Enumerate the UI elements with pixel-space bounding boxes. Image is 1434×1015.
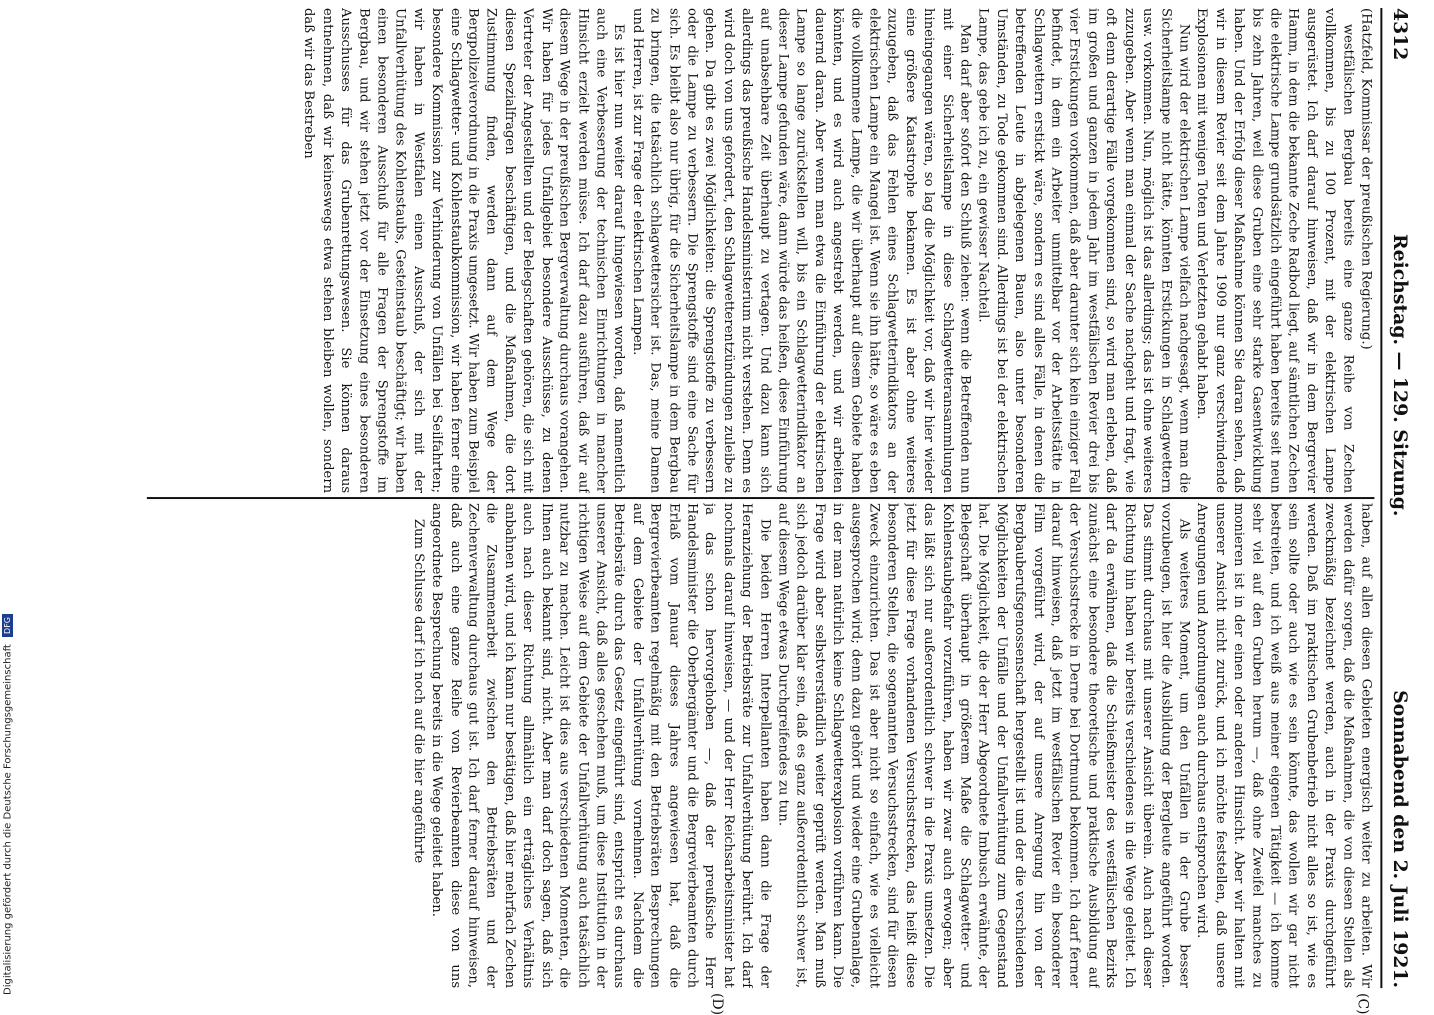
session-date: Sonnabend den 2. Juli 1921. bbox=[1389, 690, 1412, 989]
paragraph: haben, auf allen diesen Gebieten energisch weiter zu arbeiten. Wir werden dafür sorgen, daß die Maßnahmen, die von diesen Stellen als zweckmäßig bezeichnet werden, auch in der Praxis durchgeführt werden. Daß im praktischen Grubenbetrieb nicht alles so ist, wie es sein sollte oder auch wie es sein könnte, das wollen wir gar nicht bestreiten, und ich weiß aus meiner eigenen Tätigkeit — ich komme sehr viel auf den Gruben herum —, daß ohne Zweifel manches zu monieren ist in der einen oder anderen Hinsicht. Aber wir halten mit unserer Ansicht nicht zurück, und ich möchte feststellen, daß unsere Anregungen und Anordnungen auch durchaus entsprochen wird. bbox=[1194, 503, 1374, 989]
margin-letter-d: (D) bbox=[709, 993, 725, 1015]
digitization-credit bbox=[0, 0, 20, 1000]
page-number: 4312 bbox=[1389, 8, 1412, 61]
page-content bbox=[131, 8, 1418, 1015]
column-divider bbox=[147, 493, 1375, 503]
paragraph: Als weiteres Moment, um den Unfällen in der Grube besser vorzubeugen, ist hier die Ausbildung der Bergleute angeführt worden. Das stimmt durchaus mit unserer Ansicht überein. Auch nach dieser Richtung hin haben wir bereits verschiedenes in die Wege geleitet. Ich darf da erwähnen, daß die Schießmeister des westfälischen Bezirks zunächst eine besondere theoretische und praktische Ausbildung auf der Versuchsstrecke in Derne bei Dortmund bekommen. Ich darf ferner darauf hinweisen, daß jetzt im westfälischen Revier ein besonderer Film vorgeführt wird, der auf unsere Anregung hin von der Bergbauberufsgenossenschaft hergestellt ist und der die verschiedenen Möglichkeiten der Unfälle und der Unfallverhütung zum Gegenstand hat. Die Möglichkeit, die der Herr Abgeordnete Imbusch erwähnte, der Belegschaft überhaupt in größerem Maße die Schlagwetter- und Kohlenstaubgefahr vorzuführen, haben wir zwar auch erwogen; aber das läßt sich nur außerordentlich schwer in die Praxis umsetzen. Die jetzt für diese Frage vorhandenen Versuchsstrecken, das heißt diese besonderen Stellen, die sogenannten Versuchsstrecken, sind für diesen Zweck einzurichten. Das ist aber nicht so einfach, wie es vielleicht ausgesprochen wird; denn dazu gehört und wieder eine Grubenanlage, in der man natürlich keine Schlagwetterexplosion vorführen kann. Die Frage wird aber selbstverständlich weiter geprüft werden. Man muß sich jedoch darüber klar sein, daß es ganz außerordentlich schwer ist, auf diesem Wege etwas Durchgreifendes zu tun. bbox=[775, 503, 1192, 989]
paragraph: Nun wird der elektrischen Lampe vielfach nachgesagt, wenn man die Sicherheitslampe nicht hätte, könnten Erstickungen in Schlagwettern usw. vorkommen. Nun, möglich ist das allerdings; das ist ohne weiteres zuzugeben. Aber wenn man einmal der Sache nachgeht und fragt, wie oft denn derartige Fälle vorgekommen sind, so wird man erleben, daß im großen und ganzen in jedem Jahr im westfälischen Revier drei bis vier Erstickungen vorkommen, daß aber darunter sich kein einziger Fall befindet, in dem ein Arbeiter unmittelbar vor der Arbeitsstätte in Schlagwettern erstickt wäre, sondern es sind alles Fälle, in denen die betreffenden Leute in abgelegenen Bauen, also unter besonderen Umständen, zu Tode gekommen sind. Allerdings ist bei der elektrischen Lampe, das gebe ich zu, ein gewisser Nachteil. bbox=[975, 8, 1192, 494]
margin-letter-c: (C) bbox=[1354, 993, 1371, 1015]
page-title: Reichstag. — 129. Sitzung. bbox=[1389, 233, 1412, 517]
paragraph: westfälischen Bergbau bereits eine ganze Reihe von Zechen vollkommen, bis zu 100 Prozent, mit der elektrischen Lampe ausgerüstet. Ich darf darauf hinweisen, daß wir in dem Bergrevier Hamm, in dem die bekannte Zeche Radbod liegt, auf sämtlichen Zechen die elektrische Lampe grundsätzlich eingeführt haben bereits seit neun bis zehn Jahren, weil diese Gruben eine sehr starke Gasentwicklung haben. Und der Erfolg dieser Maßnahme können Sie daran sehen, daß wir in diesem Revier seit dem Jahre 1909 nur ganz verschwindende Explosionen mit wenigen Toten und Verletzten gehabt haben. bbox=[1194, 8, 1356, 494]
text-columns bbox=[147, 8, 1375, 988]
paragraph: Zum Schlusse darf ich noch auf die hier angeführte bbox=[411, 518, 426, 864]
speaker-line: (Hatzfeld, Kommissar der preußischen Regierung.) bbox=[1358, 8, 1374, 350]
paragraph: Die beiden Herren Interpellanten haben dann die Frage der Heranziehung der Betriebsräte zur Unfallverhütung berührt. Ich darf nochmals darauf hinweisen, — und der Herr Reichsarbeitsminister hat ja das schon hervorgehoben —, daß der preußische Herr Handelsminister die Oberbergämter und die Bergrevierbeamten durch Erlaß vom Januar dieses Jahres angewiesen hat, daß die Bergrevierbeamten regelmäßig mit den Betriebsräten Besprechungen auf dem Gebiete der Unfallverhütung vornehmen. Nachdem die Betriebsräte durch das Gesetz eingeführt sind, entspricht es durchaus unserer Ansicht, daß alles geschehen muß, um diese Institution in der richtigen Weise auf dem Gebiete der Unfallverhütung auch tatsächlich nutzbar zu machen. Leicht ist dies aus verschiedenen Momenten, die Ihnen auch bekannt sind, nicht. Aber man darf doch sagen, daß sich auch nach dieser Richtung allmählich ein erträgliches Verhältnis anbahnen wird, und ich kann nur bestätigen, daß hier mehrfach Zechen die Zusammenarbeit zwischen den Betriebsräten und der Zechenverwaltung durchaus gut ist. Ich darf ferner darauf hinweisen, daß auch eine ganze Reihe von Revierbeamten diese von uns angeordnete Besprechung bereits in die Wege geleitet haben. bbox=[429, 503, 773, 989]
paragraph: Man darf aber sofort den Schluß ziehen: wenn die Betreffenden nun mit einer Sicherheitslampe in diese Schlagwetteransammlungen hineingegangen wären, so lag die Möglichkeit vor, daß wir hier wieder eine größere Katastrophe bekamen. Es ist aber ohne weiteres zuzugeben, daß das Fehlen eines Schlagwetterindikators an der elektrischen Lampe ein Mangel ist. Wenn sie ihn hätte, so wäre es eben die vollkommene Lampe, die wir überhaupt auf diesem Gebiete haben könnten, und es wird auch angestrebt werden, und wir arbeiten dauernd daran. Aber wenn man etwa die Einführung der elektrischen Lampe so lange zurückstellen will, bis ein Schlagwetterindikator an dieser Lampe gefunden wäre, dann würde das heißen, diese Einführung auf unabsehbare Zeit überhaupt zu vertagen. Und dazu kann sich allerdings das preußische Handelsministerium nicht verstehen. Denn es wird doch von uns gefordert, den Schlagwetterentzündungen zuleibe zu gehen. Da gibt es zwei Möglichkeiten: die Sprengstoffe zu verbessern oder die Lampe zu verbessern. Die Sprengstoffe sind eine Sache für sich. Es bleibt also nur übrig, für die Sicherheitslampe in dem Bergbau zu bringen, die tatsächlich schlagwettersicher ist. Das, meine Damen und Herren, ist zur Frage der elektrischen Lampen. bbox=[629, 8, 973, 494]
left-column bbox=[147, 8, 1375, 493]
page-header bbox=[1380, 8, 1418, 988]
right-column bbox=[147, 503, 1375, 988]
dfg-logo: DFG bbox=[2, 614, 13, 637]
rotated-page bbox=[0, 8, 1418, 1015]
paragraph: Es ist hier nun weiter darauf hingewiesen worden, daß namentlich auch eine Verbesserung der technischen Einrichtungen in mancher Hinsicht erzielt werden müsse. Ich darf dazu ausführen, daß wir auf diesem Wege in der preußischen Bergverwaltung durchaus vorangehen. Wir haben für jedes Unfallgebiet besondere Ausschüsse, zu denen Vertreter der Angestellten und der Belegschaften gehören, die sich mit diesen Spezialfragen beschäftigen, und die Maßnahmen, die dort Zustimmung finden, werden dann auf dem Wege der Bergpolizeiverordnung in die Praxis umgesetzt. Wir haben zum Beispiel eine Schlagwetter- und Kohlenstaubkommission, wir haben ferner eine besondere Kommission zur Verhinderung von Unfällen bei Seilfahrten; wir haben in Westfalen einen Ausschuß, der sich mit der Unfallverhütung des Kohlenstaubs, Gesteinstaub beschäftigt; wir haben einen besonderen Ausschuß für alle Fragen der Sprengstoffe im Bergbau, und wir stehen jetzt vor der Einsetzung eines besonderen Ausschusses für das Grubenrettungswesen. Sie können daraus entnehmen, daß wir keineswegs etwa stehen bleiben wollen, sondern daß wir das Bestreben bbox=[301, 8, 627, 494]
credit-text: Digitalisierung gefördert durch die Deutsche Forschungsgemeinschaft bbox=[2, 644, 14, 995]
